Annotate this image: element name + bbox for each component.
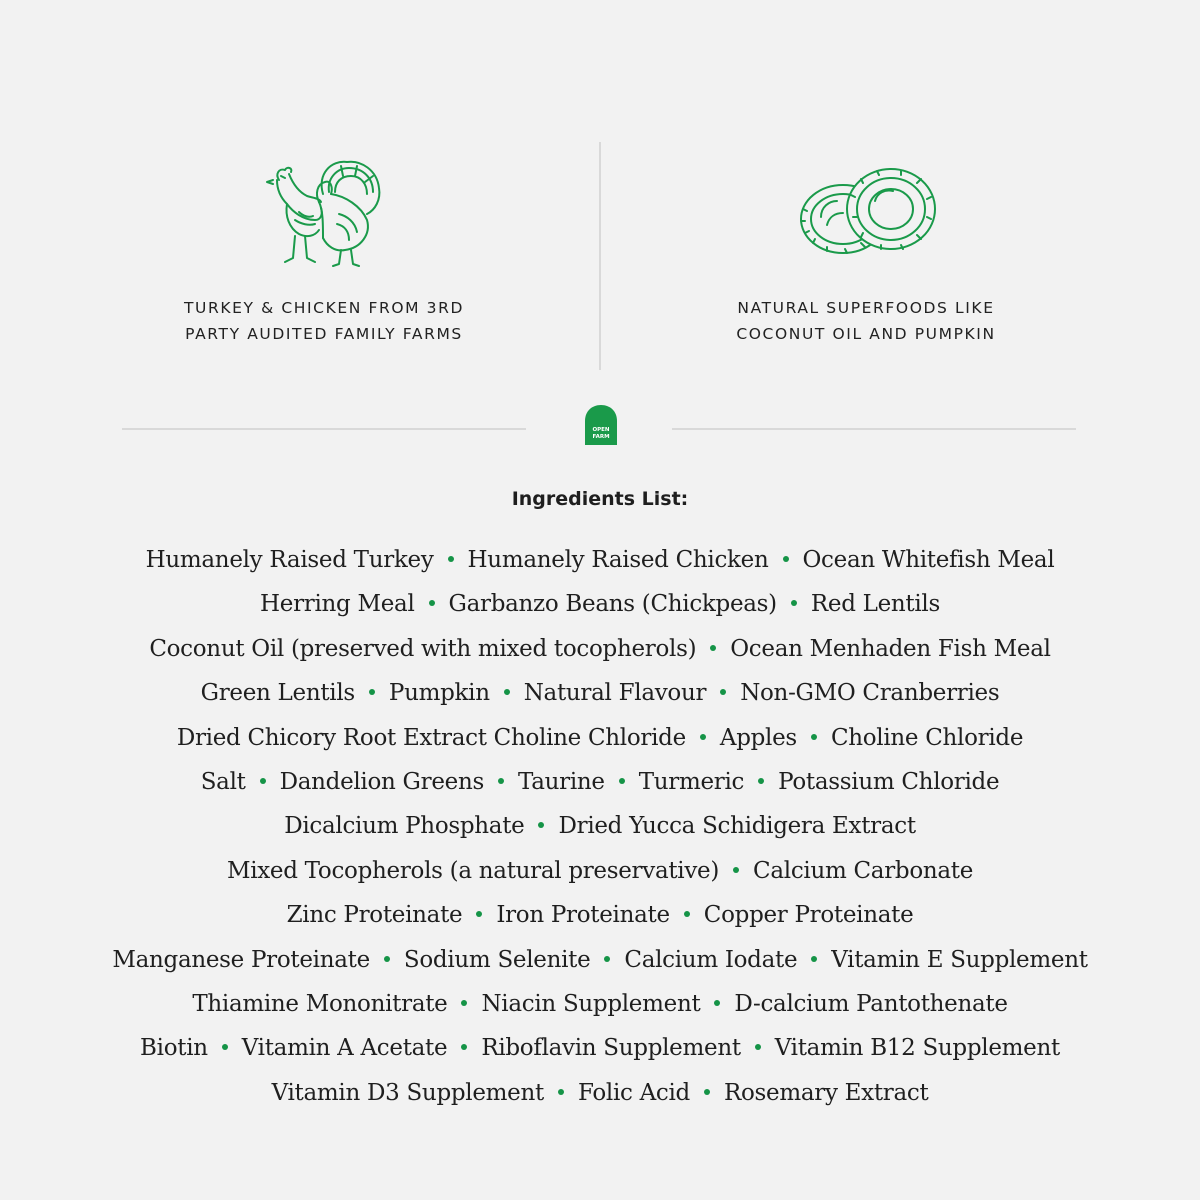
ingredient-item: Turmeric [638, 768, 745, 795]
caption-line: COCONUT OIL AND PUMPKIN [736, 325, 996, 343]
ingredient-line [0, 849, 1200, 893]
ingredient-item: Humanely Raised Turkey [145, 547, 434, 573]
vertical-divider [599, 142, 601, 370]
ingredient-item: Humanely Raised Chicken [467, 547, 769, 573]
bullet-separator [783, 556, 789, 562]
bullet-separator [604, 956, 610, 962]
ingredient-item: Non-GMO Cranberries [740, 680, 1000, 707]
feature-superfoods [656, 150, 1076, 347]
ingredient-item: Ocean Whitefish Meal [802, 547, 1055, 573]
ingredient-item: Vitamin E Supplement [831, 946, 1088, 973]
ingredient-item: Apples [719, 724, 797, 751]
bullet-separator [811, 956, 817, 962]
bullet-separator [755, 1044, 761, 1050]
ingredient-item: Potassium Chloride [778, 768, 1000, 795]
ingredient-item: Garbanzo Beans (Chickpeas) [448, 591, 777, 618]
turkey-chicken-icon [259, 150, 389, 275]
coconut-icon [791, 150, 941, 275]
ingredient-line [0, 671, 1200, 715]
caption-line: NATURAL SUPERFOODS LIKE [737, 299, 995, 317]
bullet-separator [448, 556, 454, 562]
bullet-separator [476, 911, 482, 917]
ingredient-item: Vitamin D3 Supplement [271, 1079, 544, 1106]
bullet-separator [222, 1044, 228, 1050]
ingredient-item: Thiamine Mononitrate [192, 990, 448, 1017]
feature-caption [736, 295, 995, 347]
ingredient-item: Mixed Tocopherols (a natural preservative) [226, 857, 720, 884]
ingredient-line [0, 1071, 1200, 1115]
bullet-separator [461, 1044, 467, 1050]
ingredient-line [0, 760, 1200, 804]
feature-caption [184, 295, 464, 347]
bullet-separator [791, 600, 797, 606]
ingredient-line [0, 716, 1200, 760]
bullet-separator [538, 822, 544, 828]
ingredient-item: Pumpkin [388, 680, 490, 707]
bullet-separator [710, 645, 716, 651]
ingredient-item: Copper Proteinate [703, 902, 914, 929]
ingredient-item: Rosemary Extract [723, 1079, 929, 1106]
ingredient-line [0, 804, 1200, 848]
bullet-separator [714, 1000, 720, 1006]
ingredient-item: Vitamin B12 Supplement [774, 1035, 1060, 1062]
bullet-separator [384, 956, 390, 962]
bullet-separator [720, 689, 726, 695]
open-farm-logo [583, 403, 619, 445]
ingredients-list [0, 538, 1200, 1115]
bullet-separator [684, 911, 690, 917]
bullet-separator [369, 689, 375, 695]
ingredient-item: Calcium Iodate [624, 946, 798, 973]
bullet-separator [498, 778, 504, 784]
horizontal-divider-right [672, 428, 1076, 430]
horizontal-divider-left [122, 428, 526, 430]
ingredient-line [0, 982, 1200, 1026]
logo-line: OPEN [592, 427, 610, 433]
ingredient-item: Choline Chloride [830, 724, 1024, 751]
ingredient-item: Iron Proteinate [496, 902, 670, 929]
bullet-separator [260, 778, 266, 784]
ingredient-item: Manganese Proteinate [112, 946, 370, 973]
ingredient-line [0, 538, 1200, 582]
ingredient-item: Vitamin A Acetate [241, 1035, 448, 1062]
bullet-separator [758, 778, 764, 784]
ingredient-item: Folic Acid [577, 1079, 690, 1106]
ingredient-item: Green Lentils [200, 680, 355, 707]
ingredient-line [0, 938, 1200, 982]
bullet-separator [704, 1089, 710, 1095]
ingredient-item: Red Lentils [810, 591, 940, 618]
ingredient-item: Natural Flavour [523, 680, 707, 707]
caption-line: PARTY AUDITED FAMILY FARMS [185, 325, 463, 343]
ingredient-item: Zinc Proteinate [286, 902, 463, 929]
ingredient-item: Taurine [517, 768, 605, 795]
bullet-separator [733, 867, 739, 873]
ingredient-item: Niacin Supplement [481, 990, 701, 1017]
ingredient-item: Dried Yucca Schidigera Extract [558, 813, 916, 840]
ingredient-item: D-calcium Pantothenate [734, 990, 1008, 1017]
bullet-separator [700, 734, 706, 740]
ingredient-item: Calcium Carbonate [753, 857, 974, 884]
bullet-separator [811, 734, 817, 740]
ingredient-item: Salt [200, 768, 246, 795]
ingredient-item: Ocean Menhaden Fish Meal [730, 635, 1051, 662]
ingredient-item: Riboflavin Supplement [481, 1035, 741, 1062]
logo-line: FARM [592, 434, 610, 440]
ingredient-item: Herring Meal [260, 591, 415, 618]
ingredient-item: Coconut Oil (preserved with mixed tocopherols) [149, 635, 697, 662]
ingredient-line [0, 582, 1200, 626]
bullet-separator [461, 1000, 467, 1006]
ingredient-item: Dried Chicory Root Extract Choline Chloride [176, 724, 686, 751]
bullet-separator [558, 1089, 564, 1095]
bullet-separator [504, 689, 510, 695]
ingredient-line [0, 627, 1200, 671]
ingredient-line [0, 893, 1200, 937]
ingredients-title: Ingredients List: [511, 488, 689, 510]
ingredient-item: Dicalcium Phosphate [284, 813, 525, 840]
ingredient-line [0, 1026, 1200, 1070]
ingredient-item: Dandelion Greens [279, 768, 484, 795]
bullet-separator [619, 778, 625, 784]
caption-line: TURKEY & CHICKEN FROM 3RD [183, 299, 465, 317]
ingredient-item: Sodium Selenite [403, 946, 591, 973]
bullet-separator [429, 600, 435, 606]
ingredient-item: Biotin [140, 1035, 208, 1062]
feature-farm [114, 150, 534, 347]
